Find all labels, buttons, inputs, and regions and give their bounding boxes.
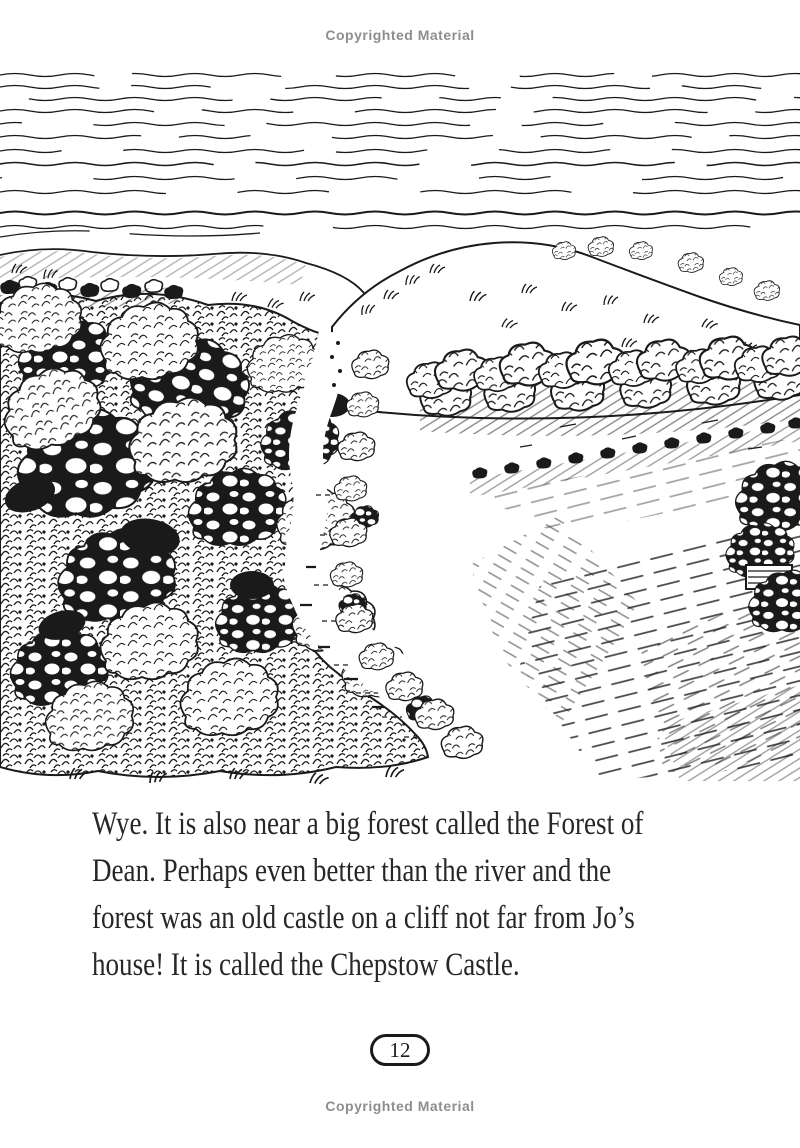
page-number: 12 <box>389 1037 411 1062</box>
paragraph-line-1: Wye. It is also near a big forest called the Forest of <box>92 806 644 842</box>
story-paragraph <box>92 801 792 989</box>
page-number-badge <box>370 1034 430 1066</box>
valley-illustration <box>0 65 800 795</box>
copyright-notice-top: Copyrighted Material <box>325 27 475 43</box>
paragraph-line-3: forest was an old castle on a cliff not far from Jo’s <box>92 900 635 936</box>
paragraph-line-4: house! It is called the Chepstow Castle. <box>92 947 520 983</box>
paragraph-line-2: Dean. Perhaps even better than the river and the <box>92 853 612 889</box>
copyright-notice-bottom: Copyrighted Material <box>325 1098 475 1114</box>
illustration-svg <box>0 65 800 795</box>
